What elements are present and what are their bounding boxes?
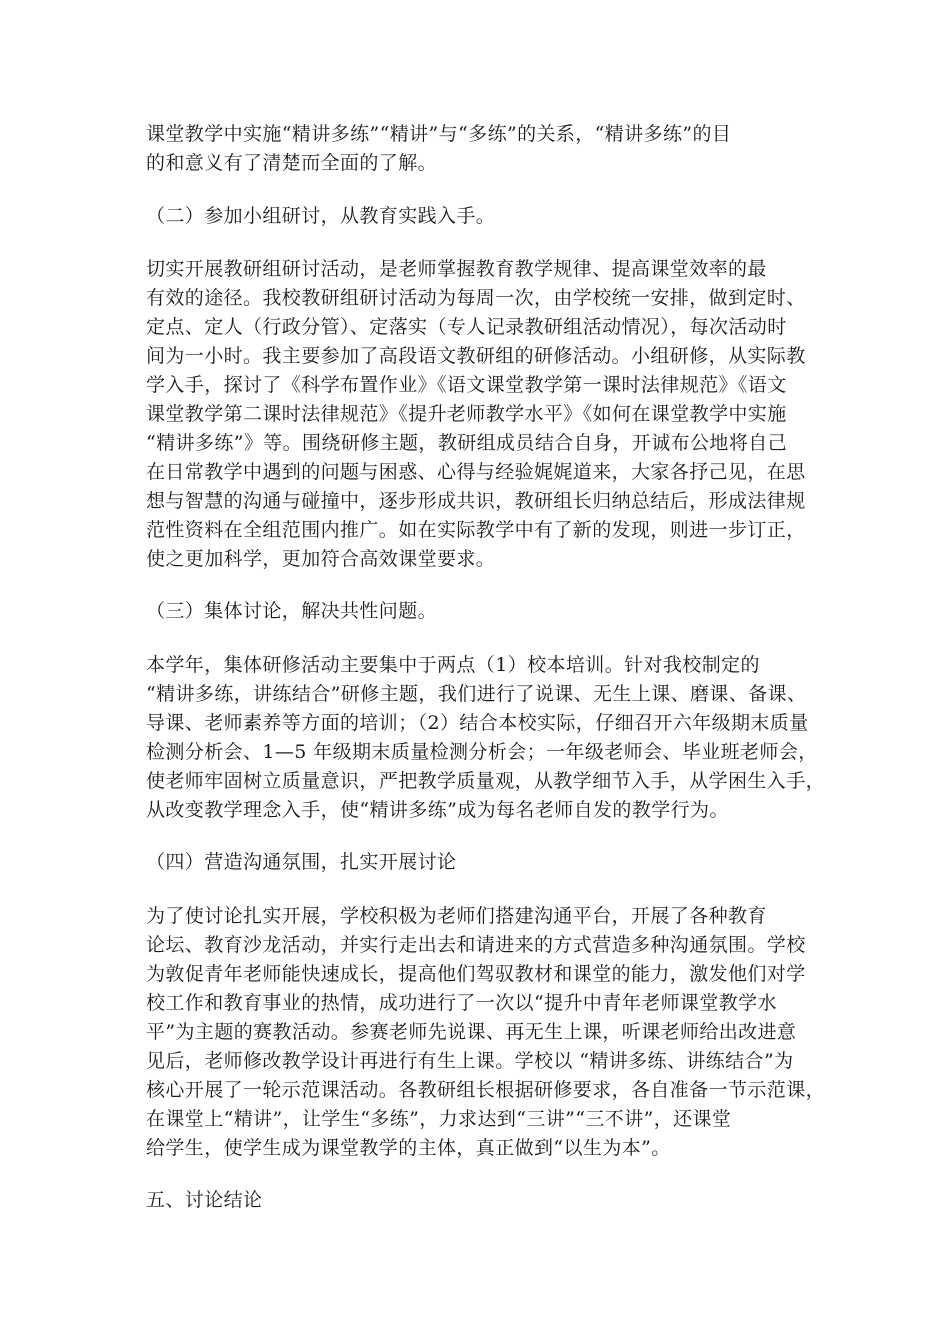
section-2-line-5: 学入手，探讨了《科学布置作业》《语文课堂教学第一课时法律规范》《语文 (146, 374, 787, 396)
section-2-line-8: 在日常教学中遇到的问题与困惑、心得与经验娓娓道来，大家各抒己见，在思 (146, 461, 806, 483)
section-4-line-7: 核心开展了一轮示范课活动。各教研组长根据研修要求，各自准备一节示范课， (146, 1079, 826, 1101)
section-2-line-4: 间为一小时。我主要参加了高段语文教研组的研修活动。小组研修，从实际教 (146, 345, 806, 367)
section-4-line-2: 论坛、教育沙龙活动，并实行走出去和请进来的方式营造多种沟通氛围。学校 (146, 934, 806, 956)
section-4-line-4: 校工作和教育事业的热情，成功进行了一次以“提升中青年老师课堂教学水 (146, 992, 777, 1014)
section-3-line-1: 本学年，集体研修活动主要集中于两点（1）校本培训。针对我校制定的 (146, 654, 760, 676)
section-4-line-9: 给学生，使学生成为课堂教学的主体，真正做到“以生为本”。 (146, 1137, 671, 1159)
section-4-line-8: 在课堂上“精讲”，让学生“多练”，力求达到“三讲”“三不讲”，还课堂 (146, 1108, 732, 1130)
section-2-line-1: 切实开展教研组研讨活动，是老师掌握教育教学规律、提高课堂效率的最 (146, 258, 767, 280)
section-2-line-6: 课堂教学第二课时法律规范》《提升老师教学水平》《如何在课堂教学中实施 (146, 403, 787, 425)
section-3-heading: （三）集体讨论，解决共性问题。 (146, 600, 438, 622)
section-4-line-6: 见后，老师修改教学设计再进行有生上课。学校以 “精讲多练、讲练结合”为 (146, 1050, 794, 1072)
section-3-line-6: 从改变教学理念入手，使“精讲多练”成为每名老师自发的教学行为。 (146, 799, 729, 821)
section-3-line-3: 导课、老师素养等方面的培训；（2）结合本校实际，仔细召开六年级期末质量 (146, 712, 809, 734)
section-5-heading: 五、讨论结论 (146, 1189, 263, 1211)
intro-line-2: 的和意义有了清楚而全面的了解。 (146, 152, 438, 174)
section-2-line-3: 定点、定人（行政分管）、定落实（专人记录教研组活动情况），每次活动时 (146, 316, 787, 338)
section-4-heading: （四）营造沟通氛围，扎实开展讨论 (146, 851, 457, 873)
section-3-line-4: 检测分析会、1—5 年级期末质量检测分析会；一年级老师会、毕业班老师会， (146, 741, 818, 763)
section-2-line-11: 使之更加科学，更加符合高效课堂要求。 (146, 548, 496, 570)
section-2-heading: （二）参加小组研讨，从教育实践入手。 (146, 205, 496, 227)
section-2-line-10: 范性资料在全组范围内推广。如在实际教学中有了新的发现，则进一步订正， (146, 519, 806, 541)
section-4-line-3: 为敦促青年老师能快速成长，提高他们驾驭教材和课堂的能力，激发他们对学 (146, 963, 806, 985)
section-2-line-9: 想与智慧的沟通与碰撞中，逐步形成共识，教研组长归纳总结后，形成法律规 (146, 490, 806, 512)
intro-line-1: 课堂教学中实施“精讲多练”“精讲”与“多练”的关系，“精讲多练”的目 (146, 123, 732, 145)
section-3-line-5: 使老师牢固树立质量意识，严把教学质量观，从教学细节入手，从学困生入手， (146, 770, 826, 792)
section-2-line-2: 有效的途径。我校教研组研讨活动为每周一次，由学校统一安排，做到定时、 (146, 287, 806, 309)
section-4-line-5: 平”为主题的赛教活动。参赛老师先说课、再无生上课，听课老师给出改进意 (146, 1021, 797, 1043)
section-3-line-2: “精讲多练，讲练结合”研修主题，我们进行了说课、无生上课、磨课、备课、 (146, 683, 807, 705)
section-2-line-7: “精讲多练”》等。围绕研修主题，教研组成员结合自身，开诚布公地将自己 (146, 432, 788, 454)
section-4-line-1: 为了使讨论扎实开展，学校积极为老师们搭建沟通平台，开展了各种教育 (146, 905, 767, 927)
